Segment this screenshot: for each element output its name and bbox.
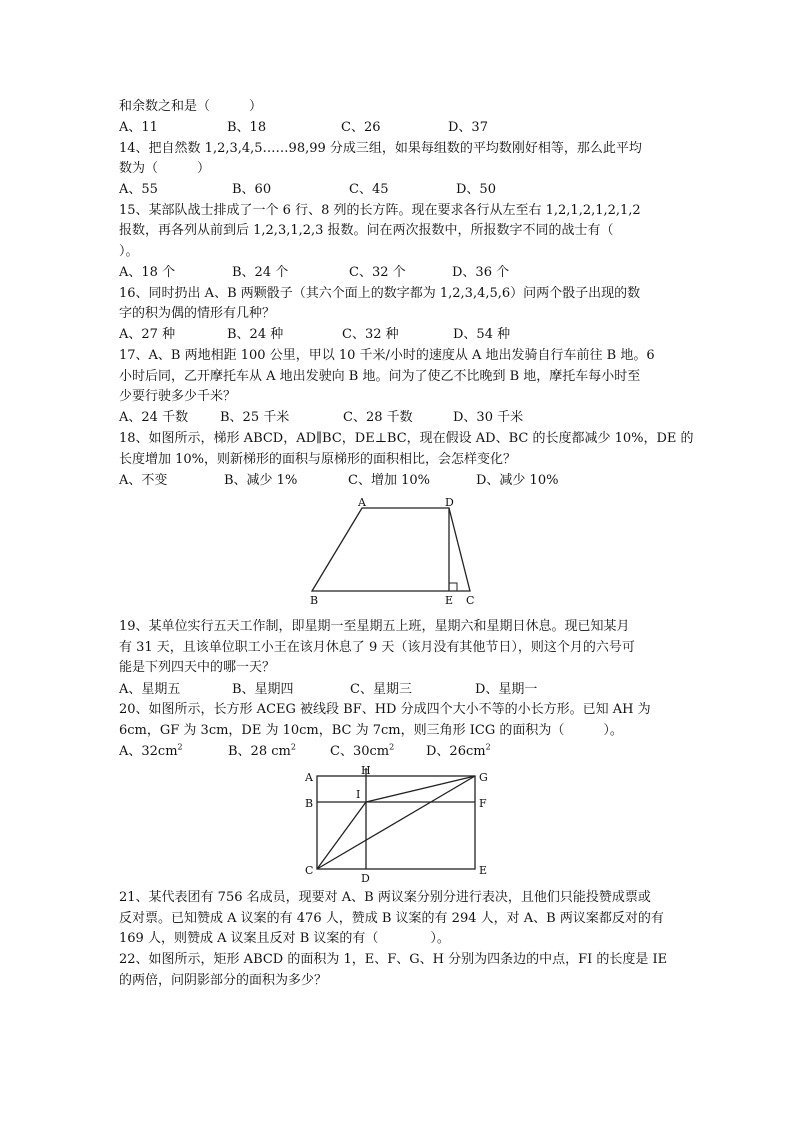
q14-option-c: C、45	[349, 182, 389, 197]
q15-option-d: D、36 个	[452, 265, 510, 280]
q19-option-b: B、星期四	[232, 682, 294, 697]
trap-label-c: C	[466, 594, 475, 607]
rect-label-g: G	[479, 771, 488, 784]
q16-stem-1: 16、同时扔出 A、B 两颗骰子（其六个面上的数字都为 1,2,3,4,5,6）问两个骰子出现的数	[119, 286, 641, 301]
q20-option-b-sup: 2	[290, 742, 296, 752]
q15-option-b: B、24 个	[232, 265, 289, 280]
q20-option-a-text: A、32cm	[119, 744, 178, 759]
q15-stem-3: ）。	[119, 244, 139, 259]
q21-stem-3: 169 人，则赞成 A 议案且反对 B 议案的有（ ）。	[119, 931, 450, 946]
q21-stem-2: 反对票。已知赞成 A 议案的有 476 人，赞成 B 议案的有 294 人，对 A、B 两议案都反对的有	[119, 911, 664, 926]
q13-option-a: A、11	[119, 120, 158, 135]
q20-option-a	[119, 742, 183, 762]
q20-option-a-sup: 2	[177, 742, 183, 752]
q18-option-d: D、减少 10%	[476, 473, 559, 488]
q13-option-c: C、26	[341, 120, 381, 135]
q16-options	[119, 325, 679, 345]
q15-options	[119, 263, 679, 283]
q14-stem-1: 14、把自然数 1,2,3,4,5……98,99 分成三组，如果每组数的平均数刚好相等，那么此平均	[119, 141, 642, 156]
rectangle-figure	[300, 764, 500, 886]
rect-label-h: H	[361, 764, 371, 777]
q20-option-c-text: C、30cm	[330, 744, 390, 759]
trap-label-e: E	[445, 594, 454, 607]
q20-option-d	[426, 742, 491, 762]
q16-option-a: A、27 种	[119, 327, 176, 342]
q17-stem-1: 17、A、B 两地相距 100 公里，甲以 10 千米/小时的速度从 A 地出发骑自行车前往 B 地。6	[119, 348, 655, 363]
q18-options	[119, 471, 679, 491]
q18-stem-2: 长度增加 10%，则新梯形的面积与原梯形的面积相比，会怎样变化？	[119, 452, 517, 467]
rect-label-a: A	[305, 771, 313, 784]
q18-option-b: B、减少 1%	[224, 473, 298, 488]
rect-label-i: I	[356, 788, 361, 801]
q19-option-a: A、星期五	[119, 682, 181, 697]
rect-label-c: C	[305, 864, 314, 877]
q20-options	[119, 742, 679, 762]
rect-label-d: D	[361, 872, 370, 885]
q17-option-b: B、25 千米	[220, 410, 290, 425]
rect-label-e: E	[479, 864, 488, 877]
trap-label-a: A	[358, 496, 366, 509]
q19-option-d: D、星期一	[475, 682, 538, 697]
q17-option-a: A、24 千数	[119, 410, 189, 425]
q20-option-d-sup: 2	[485, 742, 491, 752]
q18-option-c: C、增加 10%	[348, 473, 430, 488]
q18-stem-1: 18、如图所示，梯形 ABCD，AD∥BC，DE⊥BC，现在假设 AD、BC 的长度都减少 10%，DE 的	[119, 431, 694, 446]
q19-option-c: C、星期三	[350, 682, 412, 697]
q17-stem-3: 少要行驶多少千米？	[119, 389, 237, 404]
q16-option-d: D、54 种	[453, 327, 511, 342]
q15-stem-2: 报数，再各列从前到后 1,2,3,1,2,3 报数。问在两次报数中，所报数字不同的战士有（	[119, 223, 614, 238]
q20-option-d-text: D、26cm	[426, 744, 486, 759]
q13-option-b: B、18	[227, 120, 267, 135]
q14-option-b: B、60	[232, 182, 272, 197]
q20-option-b	[228, 742, 296, 762]
q18-option-a: A、不变	[119, 473, 168, 488]
q17-option-d: D、30 千米	[453, 410, 524, 425]
q20-stem-1: 20、如图所示，长方形 ACEG 被线段 BF、HD 分成四个大小不等的小长方形。已知 AH 为	[119, 702, 651, 717]
q13-options	[119, 118, 679, 138]
q22-stem-2: 的两倍，问阴影部分的面积为多少？	[119, 973, 328, 988]
q14-options	[119, 180, 679, 200]
q13-stem-end: 和余数之和是（ ）	[119, 99, 263, 114]
q17-stem-2: 小时后同，乙开摩托车从 A 地出发驶向 B 地。问为了使乙不比晚到 B 地，摩托车每小时至	[119, 369, 641, 384]
q21-stem-1: 21、某代表团有 756 名成员，现要对 A、B 两议案分别分进行表决，且他们只能投赞成票或	[119, 890, 651, 905]
q19-stem-1: 19、某单位实行五天工作制，即星期一至星期五上班，星期六和星期日休息。现已知某月	[119, 619, 630, 634]
q16-stem-2: 字的积为偶的情形有几种？	[119, 306, 276, 321]
q20-option-b-text: B、28 cm	[228, 744, 291, 759]
rect-label-f: F	[479, 797, 487, 810]
q19-options	[119, 680, 679, 700]
q14-stem-2: 数为（ ）	[119, 161, 211, 176]
q20-option-c-sup: 2	[389, 742, 395, 752]
q15-option-c: C、32 个	[349, 265, 406, 280]
trap-label-b: B	[310, 594, 319, 607]
q14-option-d: D、50	[456, 182, 496, 197]
q22-stem-1: 22、如图所示，矩形 ABCD 的面积为 1，E、F、G、H 分别为四条边的中点，FI 的长度是 IE	[119, 952, 668, 967]
q15-stem-1: 15、某部队战士排成了一个 6 行、8 列的长方阵。现在要求各行从左至右 1,2,1,2,1,2,1,2	[119, 203, 641, 218]
q19-stem-3: 能是下列四天中的哪一天？	[119, 660, 276, 675]
q20-option-c	[330, 742, 394, 762]
q15-option-a: A、18 个	[119, 265, 176, 280]
rect-label-b: B	[305, 797, 314, 810]
q20-stem-2: 6cm，GF 为 3cm，DE 为 10cm，BC 为 7cm，则三角形 ICG 的面积为（ ）。	[119, 723, 623, 738]
trap-label-d: D	[445, 496, 454, 509]
q17-option-c: C、28 千数	[343, 410, 413, 425]
q16-option-b: B、24 种	[227, 327, 284, 342]
q19-stem-2: 有 31 天，且该单位职工小王在该月休息了 9 天（该月没有其他节日），则这个月的六号可	[119, 640, 635, 655]
q17-options	[119, 408, 679, 428]
q14-option-a: A、55	[119, 182, 158, 197]
q13-option-d: D、37	[448, 120, 488, 135]
trapezoid-figure	[300, 496, 490, 608]
q16-option-c: C、32 种	[342, 327, 399, 342]
